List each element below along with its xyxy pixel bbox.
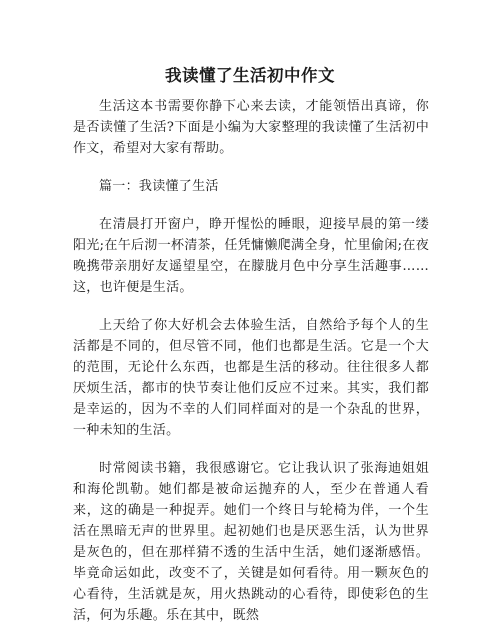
body-paragraph: 在清晨打开窗户，睁开惺忪的睡眼，迎接早晨的第一缕阳光;在午后沏一杯清茶，任凭慵懒爬满全身，忙里偷闲;在夜晚携带亲朋好友遥望星空，在朦胧月色中分享生活趣事……这，也许便是生活。 <box>73 217 429 295</box>
body-paragraph: 时常阅读书籍，我很感谢它。它让我认识了张海迪姐姐和海伦凯勒。她们都是被命运抛弃的人，至少在普通人看来，这的确是一种捉弄。她们一个终日与轮椅为伴，一个生活在黑暗无声的世界里。起初她们也是厌恶生活，认为世界是灰色的，但在那样猜不透的生活中生活，她们逐渐感悟。毕竟命运如此，改变不了，关键是如何看待。用一颗灰色的心看待，生活就是灰，用火热跳动的心看待，即使彩色的生活，何为乐趣。乐在其中，既然 <box>73 461 429 623</box>
body-paragraph: 上天给了你大好机会去体验生活，自然给予每个人的生活都是不同的，但尽管不同，他们也都是生活。它是一个大的范围，无论什么东西，也都是生活的移动。往往很多人都厌烦生活，都市的快节奏让他们反应不过来。其实，我们都是幸运的，因为不幸的人们同样面对的是一个杂乱的世界，一种未知的生活。 <box>73 318 429 438</box>
document-title: 我读懂了生活初中作文 <box>165 66 335 85</box>
document-body <box>73 96 429 643</box>
section-heading: 篇一：我读懂了生活 <box>99 179 219 194</box>
intro-paragraph: 生活这本书需要你静下心来去读，才能领悟出真谛，你是否读懂了生活?下面是小编为大家整理的我读懂了生活初中作文，希望对大家有帮助。 <box>73 99 429 156</box>
